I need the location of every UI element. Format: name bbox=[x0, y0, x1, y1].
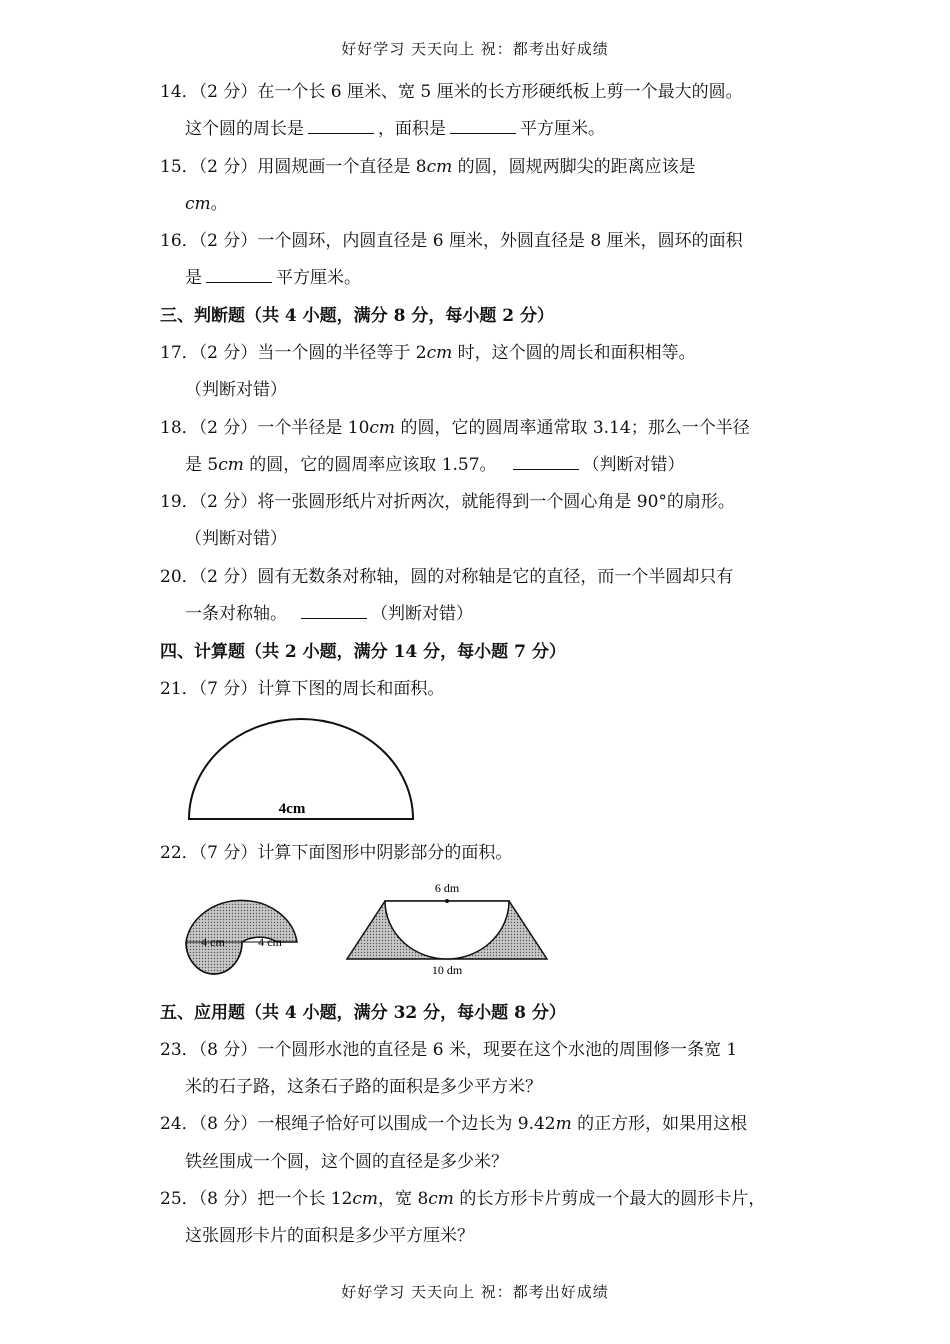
q24-line1 bbox=[160, 1113, 747, 1135]
q25-line1 bbox=[160, 1188, 765, 1210]
q18-line2 bbox=[185, 454, 685, 476]
q22-fig2-bottom-label: 10 dm bbox=[431, 963, 463, 977]
q17-text-2: 时，这个圆的周长和面积相等。 bbox=[452, 343, 696, 363]
q16-line2 bbox=[185, 267, 361, 289]
q22-line1: 22．（7 分）计算下面图形中阴影部分的面积。 bbox=[160, 843, 513, 863]
q17-line1 bbox=[160, 342, 696, 364]
q16-text-1: 是 bbox=[185, 268, 202, 288]
q22-fig2-top-label: 6 dm bbox=[434, 881, 460, 895]
q14-text-3: 平方厘米。 bbox=[520, 119, 605, 139]
q18-text-2: 的圆，它的圆周率通常取 3.14；那么一个半径 bbox=[395, 418, 750, 438]
q14-text-1: 这个圆的周长是 bbox=[185, 119, 304, 139]
q20-text-1: 一条对称轴。 bbox=[185, 604, 287, 624]
q18-line1 bbox=[160, 417, 750, 439]
q21-diameter-label: 4cm bbox=[278, 801, 306, 817]
q14-line2 bbox=[185, 118, 605, 140]
q17-text-1: 17．（2 分）当一个圆的半径等于 2 bbox=[160, 343, 427, 363]
q20-line2 bbox=[185, 603, 473, 625]
q22-fig2-center-dot bbox=[445, 899, 449, 903]
section-5-heading: 五、应用题（共 4 小题，满分 32 分，每小题 8 分） bbox=[160, 1003, 566, 1023]
section-4-heading: 四、计算题（共 2 小题，满分 14 分，每小题 7 分） bbox=[160, 642, 566, 662]
q16-text-2: 平方厘米。 bbox=[276, 268, 361, 288]
q16-blank[interactable] bbox=[206, 268, 272, 283]
q24-unit: m bbox=[555, 1114, 572, 1134]
q15-unit-2: cm bbox=[185, 194, 211, 214]
q14-blank-1[interactable] bbox=[308, 119, 374, 134]
section-3-heading: 三、判断题（共 4 小题，满分 8 分，每小题 2 分） bbox=[160, 306, 554, 326]
q25-text-1: 25．（8 分）把一个长 12 bbox=[160, 1189, 353, 1209]
q18-text-1: 18．（2 分）一个半径是 10 bbox=[160, 418, 370, 438]
q25-text-2: ，宽 8 bbox=[378, 1189, 429, 1209]
q18-text-4: 的圆，它的圆周率应该取 1.57。 bbox=[243, 455, 497, 475]
q25-unit-1: cm bbox=[352, 1189, 379, 1209]
q22-fig1-label-b: 4 cm bbox=[258, 935, 282, 949]
q25-unit-2: cm bbox=[428, 1189, 454, 1209]
q18-text-3: 是 5 bbox=[185, 455, 219, 475]
q14-text-2: ，面积是 bbox=[378, 119, 446, 139]
q19-line1: 19．（2 分）将一张圆形纸片对折两次，就能得到一个圆心角是 90°的扇形。 bbox=[160, 492, 735, 512]
q15-unit: cm bbox=[426, 157, 453, 177]
page-footer: 好好学习 天天向上 祝：都考出好成绩 bbox=[341, 1283, 609, 1301]
q22-figure-2 bbox=[345, 876, 550, 981]
q20-line1: 20．（2 分）圆有无数条对称轴，圆的对称轴是它的直径，而一个半圆却只有 bbox=[160, 567, 734, 587]
q24-text-2: 的正方形，如果用这根 bbox=[571, 1114, 748, 1134]
q14-blank-2[interactable] bbox=[450, 119, 516, 134]
q14-line1: 14．（2 分）在一个长 6 厘米、宽 5 厘米的长方形硬纸板上剪一个最大的圆。 bbox=[160, 82, 743, 102]
q20-blank[interactable] bbox=[301, 604, 367, 619]
q18-unit-2: cm bbox=[218, 455, 244, 475]
q22-figure-1 bbox=[180, 888, 305, 988]
q18-text-5: （判断对错） bbox=[582, 455, 685, 475]
q15-text-3: 。 bbox=[210, 194, 228, 214]
q22-fig1-label-a: 4 cm bbox=[201, 935, 225, 949]
q24-text-1: 24．（8 分）一根绳子恰好可以围成一个边长为 9.42 bbox=[160, 1114, 556, 1134]
q15-text-1: 15．（2 分）用圆规画一个直径是 8 bbox=[160, 157, 427, 177]
q18-blank[interactable] bbox=[513, 455, 579, 470]
q25-line2: 这张圆形卡片的面积是多少平方厘米？ bbox=[185, 1226, 474, 1246]
q18-unit: cm bbox=[369, 418, 396, 438]
page-header: 好好学习 天天向上 祝：都考出好成绩 bbox=[341, 40, 609, 58]
q19-line2: （判断对错） bbox=[185, 529, 287, 549]
q21-semicircle-figure bbox=[180, 710, 430, 828]
q17-line2: （判断对错） bbox=[185, 380, 287, 400]
q24-line2: 铁丝围成一个圆，这个圆的直径是多少米？ bbox=[185, 1152, 508, 1172]
q15-line1 bbox=[160, 156, 696, 178]
q21-line1: 21．（7 分）计算下图的周长和面积。 bbox=[160, 679, 445, 699]
q15-text-2: 的圆，圆规两脚尖的距离应该是 bbox=[452, 157, 696, 177]
q17-unit: cm bbox=[426, 343, 453, 363]
q25-text-3: 的长方形卡片剪成一个最大的圆形卡片， bbox=[453, 1189, 766, 1209]
q23-line2: 米的石子路，这条石子路的面积是多少平方米？ bbox=[185, 1077, 542, 1097]
q23-line1: 23．（8 分）一个圆形水池的直径是 6 米，现要在这个水池的周围修一条宽 1 bbox=[160, 1040, 738, 1060]
q15-line2 bbox=[185, 193, 228, 215]
q16-line1: 16．（2 分）一个圆环，内圆直径是 6 厘米，外圆直径是 8 厘米，圆环的面积 bbox=[160, 231, 743, 251]
q20-text-2: （判断对错） bbox=[371, 604, 473, 624]
